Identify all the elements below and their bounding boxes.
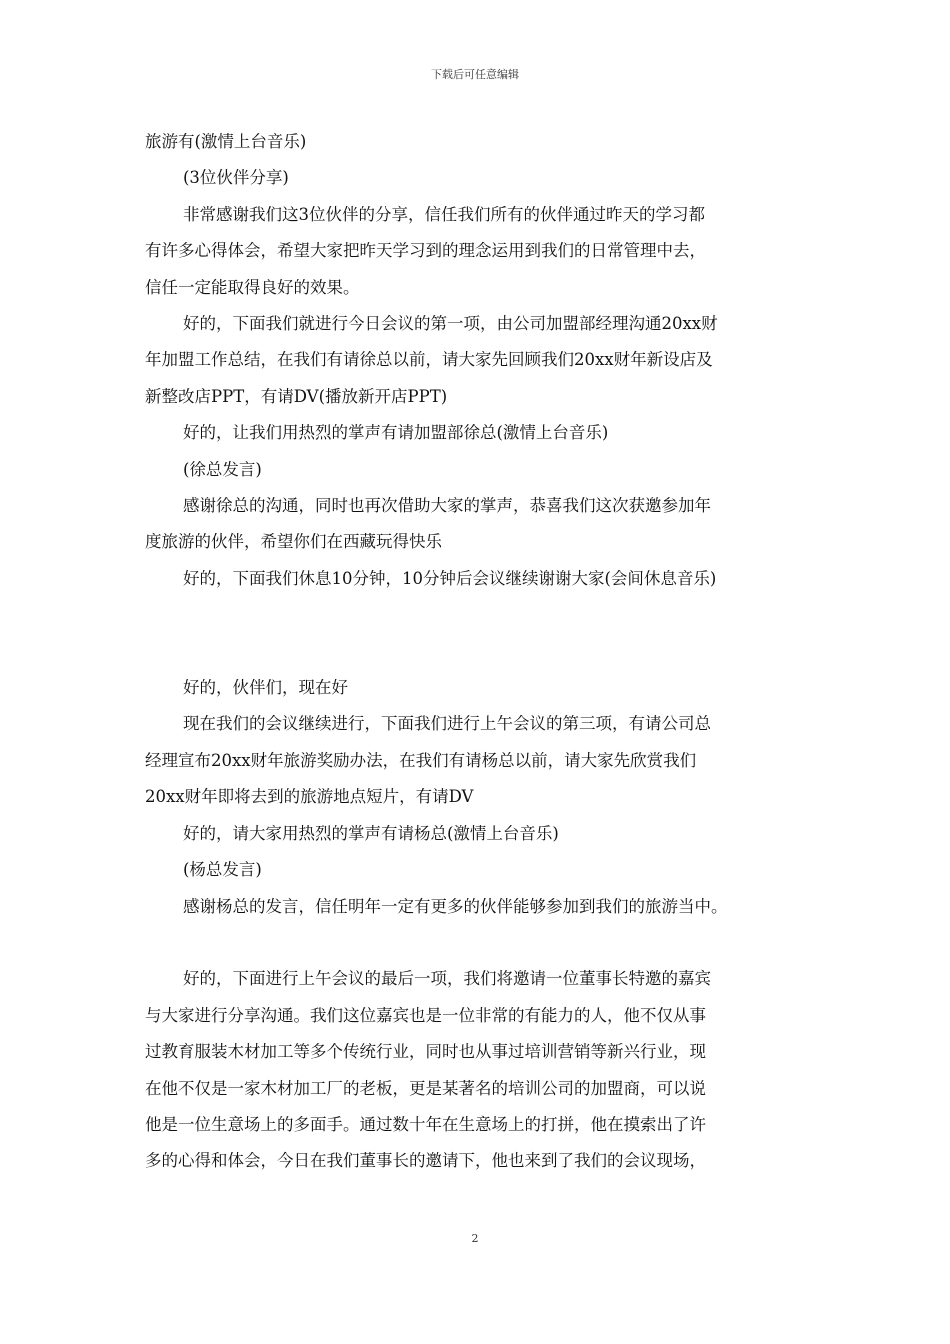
paragraph-line: 好的，下面我们就进行今日会议的第一项，由公司加盟部经理沟通20xx财	[183, 314, 718, 334]
paragraph-line: 在他不仅是一家木材加工厂的老板，更是某著名的培训公司的加盟商，可以说	[145, 1078, 706, 1098]
text-line: (3位伙伴分享)	[183, 168, 289, 188]
text-line: 感谢杨总的发言，信任明年一定有更多的伙伴能够参加到我们的旅游当中。	[183, 896, 728, 916]
paragraph-line: 20xx财年即将去到的旅游地点短片，有请DV	[145, 787, 474, 807]
text-line: (徐总发言)	[183, 459, 262, 479]
paragraph-line: 年加盟工作总结，在我们有请徐总以前，请大家先回顾我们20xx财年新设店及	[145, 350, 713, 370]
paragraph-line: 新整改店PPT，有请DV(播放新开店PPT)	[145, 386, 448, 406]
paragraph-spacer	[145, 925, 817, 961]
page-number: 2	[471, 1232, 479, 1245]
paragraph-spacer	[145, 597, 817, 670]
paragraph-line: 与大家进行分享沟通。我们这位嘉宾也是一位非常的有能力的人，他不仅从事	[145, 1005, 706, 1025]
paragraph-line: 现在我们的会议继续进行，下面我们进行上午会议的第三项，有请公司总	[183, 714, 711, 734]
paragraph-line: 非常感谢我们这3位伙伴的分享，信任我们所有的伙伴通过昨天的学习都	[183, 204, 705, 224]
text-line: (杨总发言)	[183, 860, 262, 880]
paragraph-line: 信任一定能取得良好的效果。	[145, 277, 360, 297]
document-body	[145, 124, 817, 1180]
page-header: 下载后可任意编辑	[431, 68, 519, 81]
paragraph-line: 多的心得和体会，今日在我们董事长的邀请下，他也来到了我们的会议现场，	[145, 1151, 706, 1171]
paragraph-line: 度旅游的伙伴，希望你们在西藏玩得快乐	[145, 532, 442, 552]
paragraph-line: 好的，下面进行上午会议的最后一项，我们将邀请一位董事长特邀的嘉宾	[183, 969, 711, 989]
paragraph-line: 过教育服装木材加工等多个传统行业，同时也从事过培训营销等新兴行业，现	[145, 1042, 706, 1062]
text-line: 好的，下面我们休息10分钟，10分钟后会议继续谢谢大家(会间休息音乐)	[183, 568, 717, 588]
paragraph-line: 经理宣布20xx财年旅游奖励办法，在我们有请杨总以前，请大家先欣赏我们	[145, 750, 697, 770]
text-line: 好的，让我们用热烈的掌声有请加盟部徐总(激情上台音乐)	[183, 423, 609, 443]
paragraph-line: 感谢徐总的沟通，同时也再次借助大家的掌声，恭喜我们这次获邀参加年	[183, 496, 711, 516]
paragraph-line: 他是一位生意场上的多面手。通过数十年在生意场上的打拼，他在摸索出了许	[145, 1114, 706, 1134]
paragraph-line: 有许多心得体会，希望大家把昨天学习到的理念运用到我们的日常管理中去，	[145, 241, 706, 261]
text-line: 好的，请大家用热烈的掌声有请杨总(激情上台音乐)	[183, 823, 559, 843]
text-line: 好的，伙伴们，现在好	[183, 678, 348, 698]
text-line: 旅游有(激情上台音乐)	[145, 132, 307, 151]
